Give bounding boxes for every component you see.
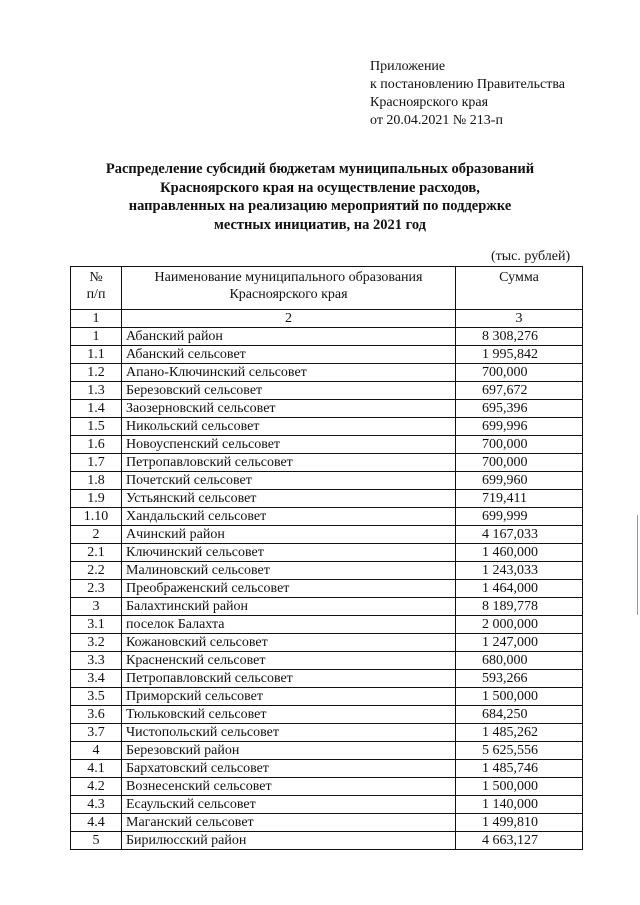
table-row xyxy=(71,652,583,670)
table-row xyxy=(71,778,583,796)
row-sum: 700,000 xyxy=(456,364,583,382)
row-sum: 699,999 xyxy=(456,508,583,526)
row-sum: 1 995,842 xyxy=(456,346,583,364)
row-number: 4.3 xyxy=(71,796,122,814)
table-row xyxy=(71,706,583,724)
row-name: Заозерновский сельсовет xyxy=(122,400,456,418)
row-number: 1.10 xyxy=(71,508,122,526)
appendix-block xyxy=(370,58,565,130)
row-number: 2.3 xyxy=(71,580,122,598)
row-sum: 700,000 xyxy=(456,454,583,472)
row-name: Апано-Ключинский сельсовет xyxy=(122,364,456,382)
title-line-2: Красноярского края на осуществление расходов, xyxy=(160,179,480,196)
table-row xyxy=(71,580,583,598)
unit-note: (тыс. рублей) xyxy=(491,249,571,264)
row-name: Устьянский сельсовет xyxy=(122,490,456,508)
table-row xyxy=(71,670,583,688)
row-name: Вознесенский сельсовет xyxy=(122,778,456,796)
header-num xyxy=(71,267,122,310)
row-number: 3.4 xyxy=(71,670,122,688)
row-number: 3.5 xyxy=(71,688,122,706)
subsidy-table-body xyxy=(71,267,583,850)
row-sum: 1 140,000 xyxy=(456,796,583,814)
row-name: Ключинский сельсовет xyxy=(122,544,456,562)
table-row xyxy=(71,364,583,382)
row-name: Ачинский район xyxy=(122,526,456,544)
table-row xyxy=(71,400,583,418)
appendix-line-3: Красноярского края xyxy=(370,95,489,110)
row-number: 1.2 xyxy=(71,364,122,382)
row-sum: 1 500,000 xyxy=(456,778,583,796)
row-number: 5 xyxy=(71,832,122,850)
header-name-line-1: Наименование муниципального образования xyxy=(154,270,423,285)
row-number: 1.6 xyxy=(71,436,122,454)
header-sum: Сумма xyxy=(456,267,583,310)
row-sum: 8 189,778 xyxy=(456,598,583,616)
header-name-line-2: Красноярского края xyxy=(229,287,348,302)
row-sum: 5 625,556 xyxy=(456,742,583,760)
column-number: 3 xyxy=(456,310,583,328)
row-sum: 1 500,000 xyxy=(456,688,583,706)
row-sum: 1 485,746 xyxy=(456,760,583,778)
row-sum: 1 243,033 xyxy=(456,562,583,580)
row-name: Петропавловский сельсовет xyxy=(122,670,456,688)
row-number: 1.7 xyxy=(71,454,122,472)
row-number: 3.2 xyxy=(71,634,122,652)
row-number: 4.2 xyxy=(71,778,122,796)
table-row xyxy=(71,832,583,850)
table-row xyxy=(71,598,583,616)
row-number: 3.6 xyxy=(71,706,122,724)
row-name: Кожановский сельсовет xyxy=(122,634,456,652)
table-row xyxy=(71,742,583,760)
row-sum: 1 464,000 xyxy=(456,580,583,598)
row-number: 1.1 xyxy=(71,346,122,364)
table-row xyxy=(71,616,583,634)
row-sum: 680,000 xyxy=(456,652,583,670)
table-row xyxy=(71,562,583,580)
table-row xyxy=(71,472,583,490)
row-name: Березовский район xyxy=(122,742,456,760)
table-row xyxy=(71,796,583,814)
row-number: 3.1 xyxy=(71,616,122,634)
title-line-4: местных инициатив, на 2021 год xyxy=(213,216,427,233)
row-sum: 699,960 xyxy=(456,472,583,490)
row-number: 1 xyxy=(71,328,122,346)
row-name: Хандальский сельсовет xyxy=(122,508,456,526)
row-number: 4.1 xyxy=(71,760,122,778)
row-name: Балахтинский район xyxy=(122,598,456,616)
row-number: 1.9 xyxy=(71,490,122,508)
row-name: Новоуспенский сельсовет xyxy=(122,436,456,454)
row-number: 3 xyxy=(71,598,122,616)
document-title xyxy=(60,160,580,234)
row-number: 1.4 xyxy=(71,400,122,418)
row-name: поселок Балахта xyxy=(122,616,456,634)
appendix-line-4: от 20.04.2021 № 213-п xyxy=(370,113,503,128)
subsidy-table xyxy=(70,266,583,850)
row-sum: 1 247,000 xyxy=(456,634,583,652)
row-name: Преображенский сельсовет xyxy=(122,580,456,598)
table-row xyxy=(71,328,583,346)
row-sum: 8 308,276 xyxy=(456,328,583,346)
row-number: 2.2 xyxy=(71,562,122,580)
scan-edge-line xyxy=(637,515,638,615)
row-name: Малиновский сельсовет xyxy=(122,562,456,580)
appendix-line-2: к постановлению Правительства xyxy=(370,77,566,92)
row-name: Маганский сельсовет xyxy=(122,814,456,832)
row-name: Почетский сельсовет xyxy=(122,472,456,490)
row-sum: 684,250 xyxy=(456,706,583,724)
row-name: Есаульский сельсовет xyxy=(122,796,456,814)
row-number: 1.8 xyxy=(71,472,122,490)
table-header-row xyxy=(71,267,583,310)
row-name: Никольский сельсовет xyxy=(122,418,456,436)
row-sum: 719,411 xyxy=(456,490,583,508)
row-number: 3.7 xyxy=(71,724,122,742)
table-row xyxy=(71,346,583,364)
table-row xyxy=(71,688,583,706)
row-sum: 697,672 xyxy=(456,382,583,400)
title-line-1: Распределение субсидий бюджетам муниципальных образований xyxy=(105,161,535,177)
row-sum: 4 663,127 xyxy=(456,832,583,850)
row-name: Приморский сельсовет xyxy=(122,688,456,706)
row-number: 4.4 xyxy=(71,814,122,832)
row-sum: 700,000 xyxy=(456,436,583,454)
table-row xyxy=(71,436,583,454)
table-row xyxy=(71,454,583,472)
row-number: 2 xyxy=(71,526,122,544)
table-row xyxy=(71,544,583,562)
row-number: 1.5 xyxy=(71,418,122,436)
appendix-line-1: Приложение xyxy=(370,59,446,74)
row-sum: 695,396 xyxy=(456,400,583,418)
table-row xyxy=(71,760,583,778)
row-name: Тюльковский сельсовет xyxy=(122,706,456,724)
table-row xyxy=(71,814,583,832)
row-name: Абанский район xyxy=(122,328,456,346)
table-row xyxy=(71,418,583,436)
table-row xyxy=(71,508,583,526)
row-name: Бархатовский сельсовет xyxy=(122,760,456,778)
row-sum: 2 000,000 xyxy=(456,616,583,634)
row-number: 3.3 xyxy=(71,652,122,670)
row-number: 4 xyxy=(71,742,122,760)
row-number: 1.3 xyxy=(71,382,122,400)
row-sum: 1 499,810 xyxy=(456,814,583,832)
row-name: Красненский сельсовет xyxy=(122,652,456,670)
column-number: 1 xyxy=(71,310,122,328)
table-row xyxy=(71,724,583,742)
row-sum: 1 485,262 xyxy=(456,724,583,742)
title-line-3: направленных на реализацию мероприятий по поддержке xyxy=(128,198,512,214)
row-name: Чистопольский сельсовет xyxy=(122,724,456,742)
header-num-line-2: п/п xyxy=(86,287,106,302)
table-row xyxy=(71,382,583,400)
row-name: Петропавловский сельсовет xyxy=(122,454,456,472)
header-name xyxy=(122,267,456,310)
row-sum: 1 460,000 xyxy=(456,544,583,562)
row-sum: 4 167,033 xyxy=(456,526,583,544)
row-sum: 699,996 xyxy=(456,418,583,436)
row-name: Березовский сельсовет xyxy=(122,382,456,400)
row-name: Бирилюсский район xyxy=(122,832,456,850)
table-row xyxy=(71,490,583,508)
row-name: Абанский сельсовет xyxy=(122,346,456,364)
table-row xyxy=(71,634,583,652)
column-number: 2 xyxy=(122,310,456,328)
row-sum: 593,266 xyxy=(456,670,583,688)
table-row xyxy=(71,526,583,544)
header-num-line-1: № xyxy=(89,270,103,285)
row-number: 2.1 xyxy=(71,544,122,562)
column-numbers-row xyxy=(71,310,583,328)
